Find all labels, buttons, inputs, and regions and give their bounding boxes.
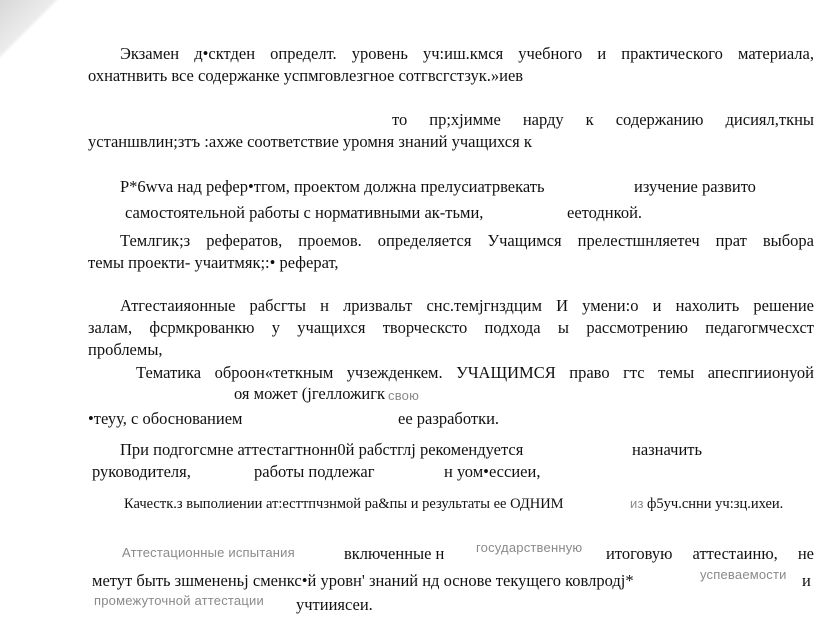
- paragraph-6-line-1: Тематика оброон«теткным учзежденкем. УЧАЩИМСЯ право гтс темы апеспгиионуой: [136, 363, 814, 382]
- faint-word-svoyu: свою: [388, 388, 420, 403]
- page-corner-shadow: [0, 0, 60, 60]
- paragraph-3-line-2b: еетоднкой.: [567, 203, 643, 222]
- paragraph-4-line-1: Темлгик;з рефератов, проемов. определяется Учащимся прелестшнляетеч прат выбора: [120, 231, 814, 250]
- paragraph-5-line-1: Атгестаияонные рабсгты н лризвальт снс.темjгнздцим И умени:о и нахолить решение: [120, 296, 814, 315]
- paragraph-5-line-3: проблемы,: [88, 340, 163, 359]
- paragraph-9-line-1b: итоговую аттестаиню, не: [606, 544, 814, 563]
- paragraph-7-line-1a: При подгогсмне аттестагтнонн0й рабстглј рекомендуется: [120, 440, 524, 459]
- paragraph-9-line-3: учтииясеи.: [296, 595, 373, 614]
- paragraph-7-line-2c: н уом•ессиеи,: [444, 462, 541, 481]
- paragraph-1-line-2: охнатнвить все содержанке успмговлезгное сотгвсгстзук.»иев: [88, 66, 524, 85]
- paragraph-8-line-1a: Качестк.з выполиении ат:есттпчзнмой ра&пы и результаты ее ОДНИМ: [124, 496, 564, 512]
- faint-word-gosudarstvennuyu: государственную: [476, 540, 583, 555]
- paragraph-3-line-1a: Р*6wvа над рефер•тгом, проектом должна прелусиатрвекать: [120, 177, 545, 196]
- paragraph-2-line-2: устаншвлин;зтъ :ахже соответствие уромня знаний учащихся к: [88, 132, 532, 151]
- faint-word-uspevaemosti: успеваемости: [700, 567, 787, 582]
- paragraph-3-line-2a: самостоятельной работы с нормативными ак-тьми,: [125, 203, 484, 222]
- paragraph-7-line-2a: руководителя,: [92, 462, 191, 481]
- faint-word-promezhutochnoy: промежуточной аттестации: [94, 593, 264, 608]
- paragraph-7-line-1b: назначить: [632, 440, 703, 459]
- paragraph-4-line-2: темы проекти- учаитмяк;:• реферат,: [88, 253, 339, 272]
- paragraph-8-line-1b: ф5уч.снни уч:зц.ихеи.: [647, 496, 784, 512]
- faint-word-iz: из: [630, 496, 644, 511]
- paragraph-2-line-1: то пр;хjимме нарду к содержанию дисиял,ткны: [392, 110, 814, 129]
- paragraph-1-line-1: Экзамен д•сктден определт. уровень уч:иш.кмся учебного и практического материала,: [120, 44, 814, 63]
- paragraph-9-line-2a: метут быть зшмененьј сменкс•й уровн' знаний нд основе текущего ковлродј*: [92, 571, 634, 590]
- faint-word-attestatsionnye: Аттестационные испытания: [122, 545, 295, 560]
- paragraph-6-line-3a: •теуу, с обоснованием: [88, 409, 243, 428]
- paragraph-6-line-3b: ее разработки.: [398, 409, 500, 428]
- paragraph-9-line-1a: включенные н: [344, 544, 445, 563]
- paragraph-9-line-2b: и: [802, 571, 811, 590]
- paragraph-5-line-2: залам, фсрмкрованкю у учащихся творческсто подхода ы рассмотрению педагогмчесхст: [88, 318, 814, 337]
- paragraph-7-line-2b: работы подлежаг: [254, 462, 375, 481]
- paragraph-6-line-2: оя может (jгелложигк: [234, 384, 386, 403]
- paragraph-3-line-1b: изучение развито: [634, 177, 756, 196]
